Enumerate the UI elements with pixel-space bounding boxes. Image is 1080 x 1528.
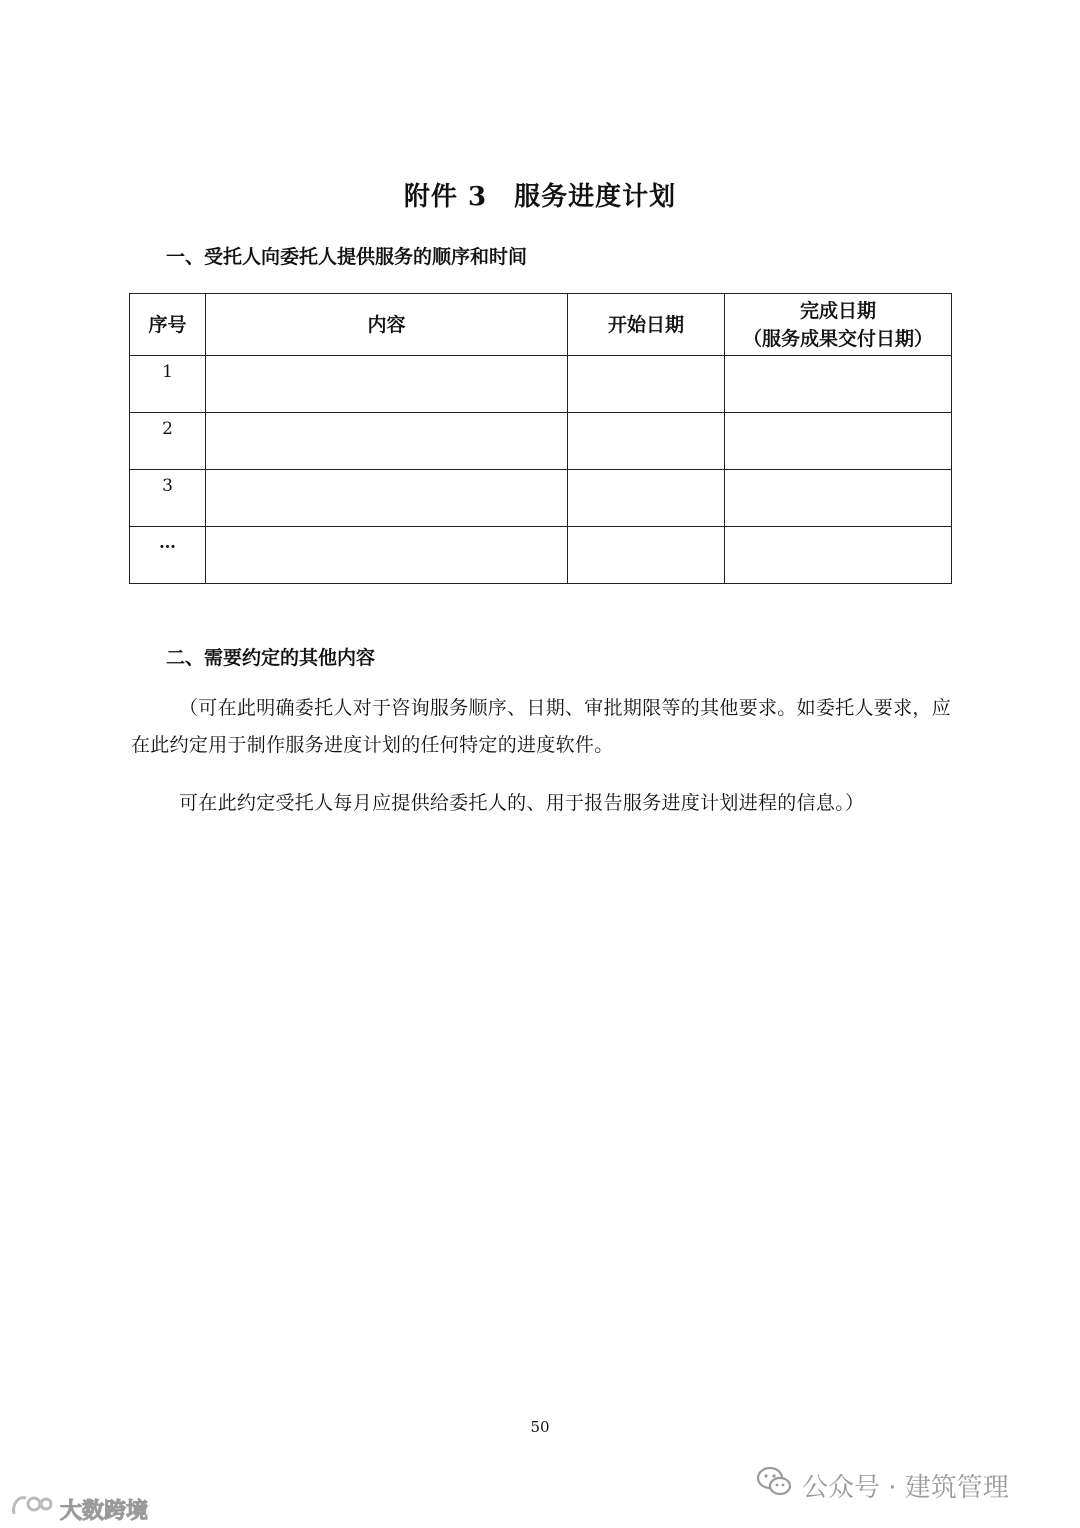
row-start-cell [568,470,725,527]
table-row [130,470,952,527]
row-start-cell [568,356,725,413]
brand-logo-icon [10,1492,54,1526]
page-title: 附件 3 服务进度计划 [403,182,677,212]
wechat-icon [756,1466,792,1505]
row-content-cell [206,356,568,413]
row-end-cell [725,356,952,413]
brand-watermark-text: 大数跨境 [60,1498,149,1524]
section2-heading: 二、需要约定的其他内容 [166,647,376,669]
table-row [130,527,952,584]
page-number: 50 [530,1418,550,1436]
row-num: 3 [162,476,173,496]
paragraph-report-info: 可在此约定受托人每月应提供给委托人的、用于报告服务进度计划进程的信息。） [179,792,865,814]
row-num-cell [130,470,206,527]
wechat-watermark-text: 公众号 · 建筑管理 [802,1473,1009,1503]
row-content-cell [206,470,568,527]
row-num: 2 [162,419,173,439]
section1-heading: 一、受托人向委托人提供服务的顺序和时间 [166,246,528,268]
header-end-date-line2: （服务成果交付日期） [742,327,933,350]
header-end-date [725,294,952,356]
wechat-watermark [756,1466,1009,1505]
row-num: … [159,533,176,553]
brand-watermark [10,1492,148,1526]
row-content-cell [206,413,568,470]
row-num: 1 [162,362,173,382]
row-start-cell [568,527,725,584]
row-end-cell [725,413,952,470]
header-end-date-line1: 完成日期 [799,299,876,322]
row-start-cell [568,413,725,470]
row-end-cell [725,470,952,527]
table-row [130,413,952,470]
header-content: 内容 [206,294,568,356]
row-num-cell [130,527,206,584]
row-content-cell [206,527,568,584]
table-header-row [130,294,952,356]
row-num-cell [130,413,206,470]
row-num-cell [130,356,206,413]
row-end-cell [725,527,952,584]
header-num: 序号 [130,294,206,356]
paragraph-requirements: （可在此明确委托人对于咨询服务顺序、日期、审批期限等的其他要求。如委托人要求，应在此约定用于制作服务进度计划的任何特定的进度软件。 [131,697,952,756]
header-start-date: 开始日期 [568,294,725,356]
table-row [130,356,952,413]
schedule-table [129,293,952,584]
